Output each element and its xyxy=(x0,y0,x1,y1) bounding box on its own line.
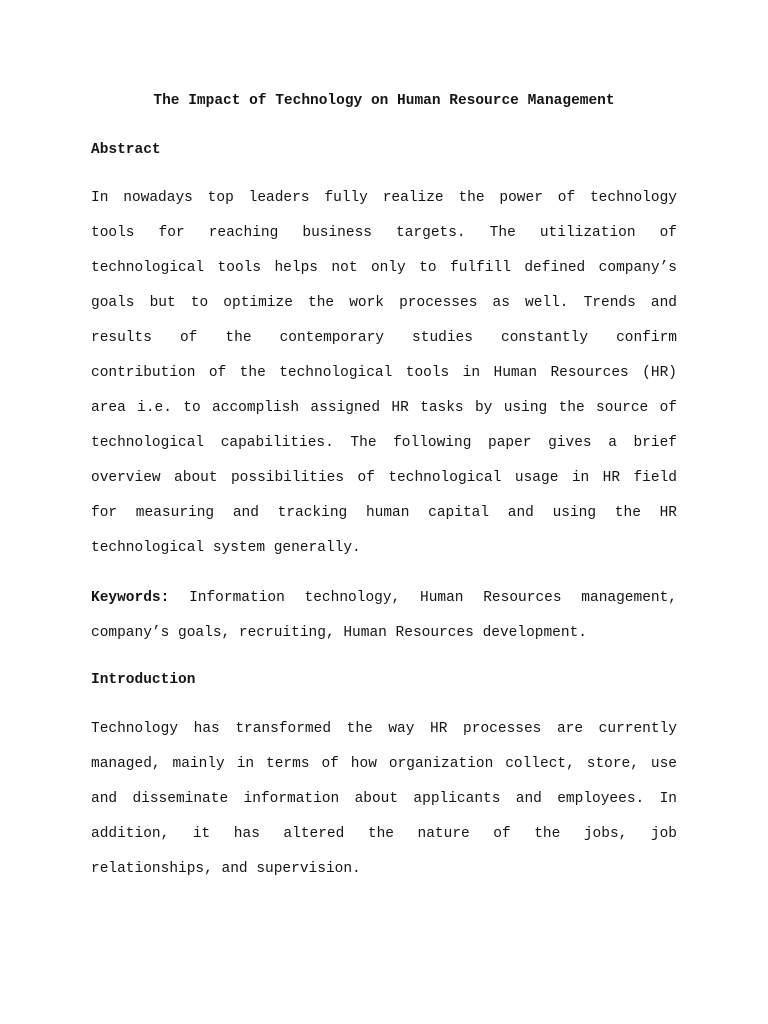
abstract-line: contribution of the technological tools in Human Resources (HR) xyxy=(91,365,677,381)
introduction-line: managed, mainly in terms of how organization collect, store, use xyxy=(91,756,677,772)
introduction-heading: Introduction xyxy=(91,672,196,688)
keywords-label: Keywords: xyxy=(91,590,170,606)
keywords-line: company’s goals, recruiting, Human Resources development. xyxy=(91,625,587,641)
introduction-line: addition, it has altered the nature of the jobs, job xyxy=(91,826,677,842)
abstract-line: technological tools helps not only to fulfill defined company’s xyxy=(91,260,677,276)
introduction-line: and disseminate information about applicants and employees. In xyxy=(91,791,677,807)
abstract-line: for measuring and tracking human capital and using the HR xyxy=(91,505,677,521)
keywords-text: Information technology, Human Resources management, xyxy=(189,590,677,606)
introduction-paragraph xyxy=(91,712,677,887)
abstract-line: overview about possibilities of technological usage in HR field xyxy=(91,470,677,486)
introduction-line: relationships, and supervision. xyxy=(91,861,361,877)
abstract-line: results of the contemporary studies constantly confirm xyxy=(91,330,677,346)
paper-title: The Impact of Technology on Human Resource Management xyxy=(153,93,615,109)
abstract-line: technological system generally. xyxy=(91,540,361,556)
abstract-line: goals but to optimize the work processes as well. Trends and xyxy=(91,295,677,311)
abstract-line: area i.e. to accomplish assigned HR tasks by using the source of xyxy=(91,400,677,416)
abstract-line: technological capabilities. The following paper gives a brief xyxy=(91,435,677,451)
abstract-line: tools for reaching business targets. The utilization of xyxy=(91,225,677,241)
keywords-line xyxy=(91,581,677,616)
abstract-heading: Abstract xyxy=(91,142,161,158)
abstract-line: In nowadays top leaders fully realize the power of technology xyxy=(91,190,677,206)
keywords-paragraph xyxy=(91,581,677,651)
abstract-paragraph xyxy=(91,181,677,566)
introduction-line: Technology has transformed the way HR processes are currently xyxy=(91,721,677,737)
